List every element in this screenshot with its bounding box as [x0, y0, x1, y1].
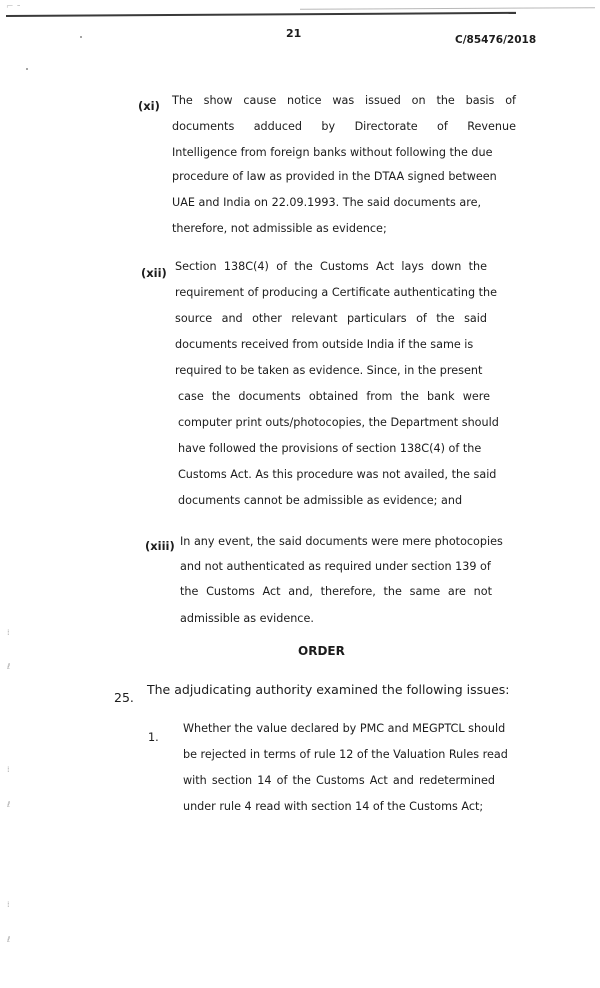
scan-artifact: ℓ	[7, 800, 11, 809]
text-line: documents cannot be admissible as evidence; and	[178, 494, 463, 507]
text-line: In any event, the said documents were mere photocopies	[180, 535, 503, 548]
scan-artifact: ⁞	[7, 628, 10, 637]
text-line: and not authenticated as required under section 139 of	[180, 560, 491, 573]
text-line: admissible as evidence.	[180, 612, 314, 625]
text-line: Customs Act. As this procedure was not availed, the said	[178, 468, 497, 481]
text-line: required to be taken as evidence. Since, in the present	[175, 364, 483, 377]
scan-dot	[80, 36, 82, 38]
scan-artifact: ⌐ ⁃	[6, 2, 21, 12]
text-line: documents adduced by Directorate of Revenue	[172, 120, 516, 133]
text-line: therefore, not admissible as evidence;	[172, 222, 387, 235]
text-line: source and other relevant particulars of the said	[175, 312, 487, 325]
paragraph-25-text: The adjudicating authority examined the following issues:	[147, 682, 510, 697]
text-line: requirement of producing a Certificate authenticating the	[175, 286, 498, 299]
scan-artifact: ℓ	[7, 662, 11, 671]
scan-artifact: ℓ	[7, 935, 11, 944]
text-line: documents received from outside India if the same is	[175, 338, 474, 351]
text-line: UAE and India on 22.09.1993. The said documents are,	[172, 196, 482, 209]
text-line: under rule 4 read with section 14 of the Customs Act;	[183, 800, 484, 813]
item-label-xii: (xii)	[141, 266, 167, 280]
text-line: have followed the provisions of section 138C(4) of the	[178, 442, 482, 455]
text-line: computer print outs/photocopies, the Department should	[178, 416, 499, 429]
item-label-xi: (xi)	[138, 99, 160, 113]
scan-artifact: ⁞	[7, 765, 10, 774]
text-line: Section 138C(4) of the Customs Act lays down the	[175, 260, 487, 273]
order-heading: ORDER	[298, 644, 345, 658]
text-line: The show cause notice was issued on the basis of	[172, 94, 516, 107]
scan-dot	[26, 68, 28, 70]
issue-number: 1.	[148, 731, 159, 744]
text-line: Intelligence from foreign banks without following the due	[172, 146, 493, 159]
paragraph-number: 25.	[114, 690, 134, 705]
header-rule	[6, 12, 516, 17]
case-number: C/85476/2018	[455, 34, 537, 46]
text-line: Whether the value declared by PMC and MEGPTCL should	[183, 722, 506, 735]
text-line: case the documents obtained from the bank were	[178, 390, 490, 403]
scan-artifact: ⁞	[7, 900, 10, 909]
text-line: procedure of law as provided in the DTAA signed between	[172, 170, 497, 183]
page-number: 21	[286, 27, 302, 40]
text-line: with section 14 of the Customs Act and redetermined	[183, 774, 495, 787]
header-rule-thin	[300, 7, 595, 10]
item-label-xiii: (xiii)	[145, 539, 175, 553]
text-line: the Customs Act and, therefore, the same are not	[180, 585, 492, 598]
text-line: be rejected in terms of rule 12 of the Valuation Rules read	[183, 748, 508, 761]
